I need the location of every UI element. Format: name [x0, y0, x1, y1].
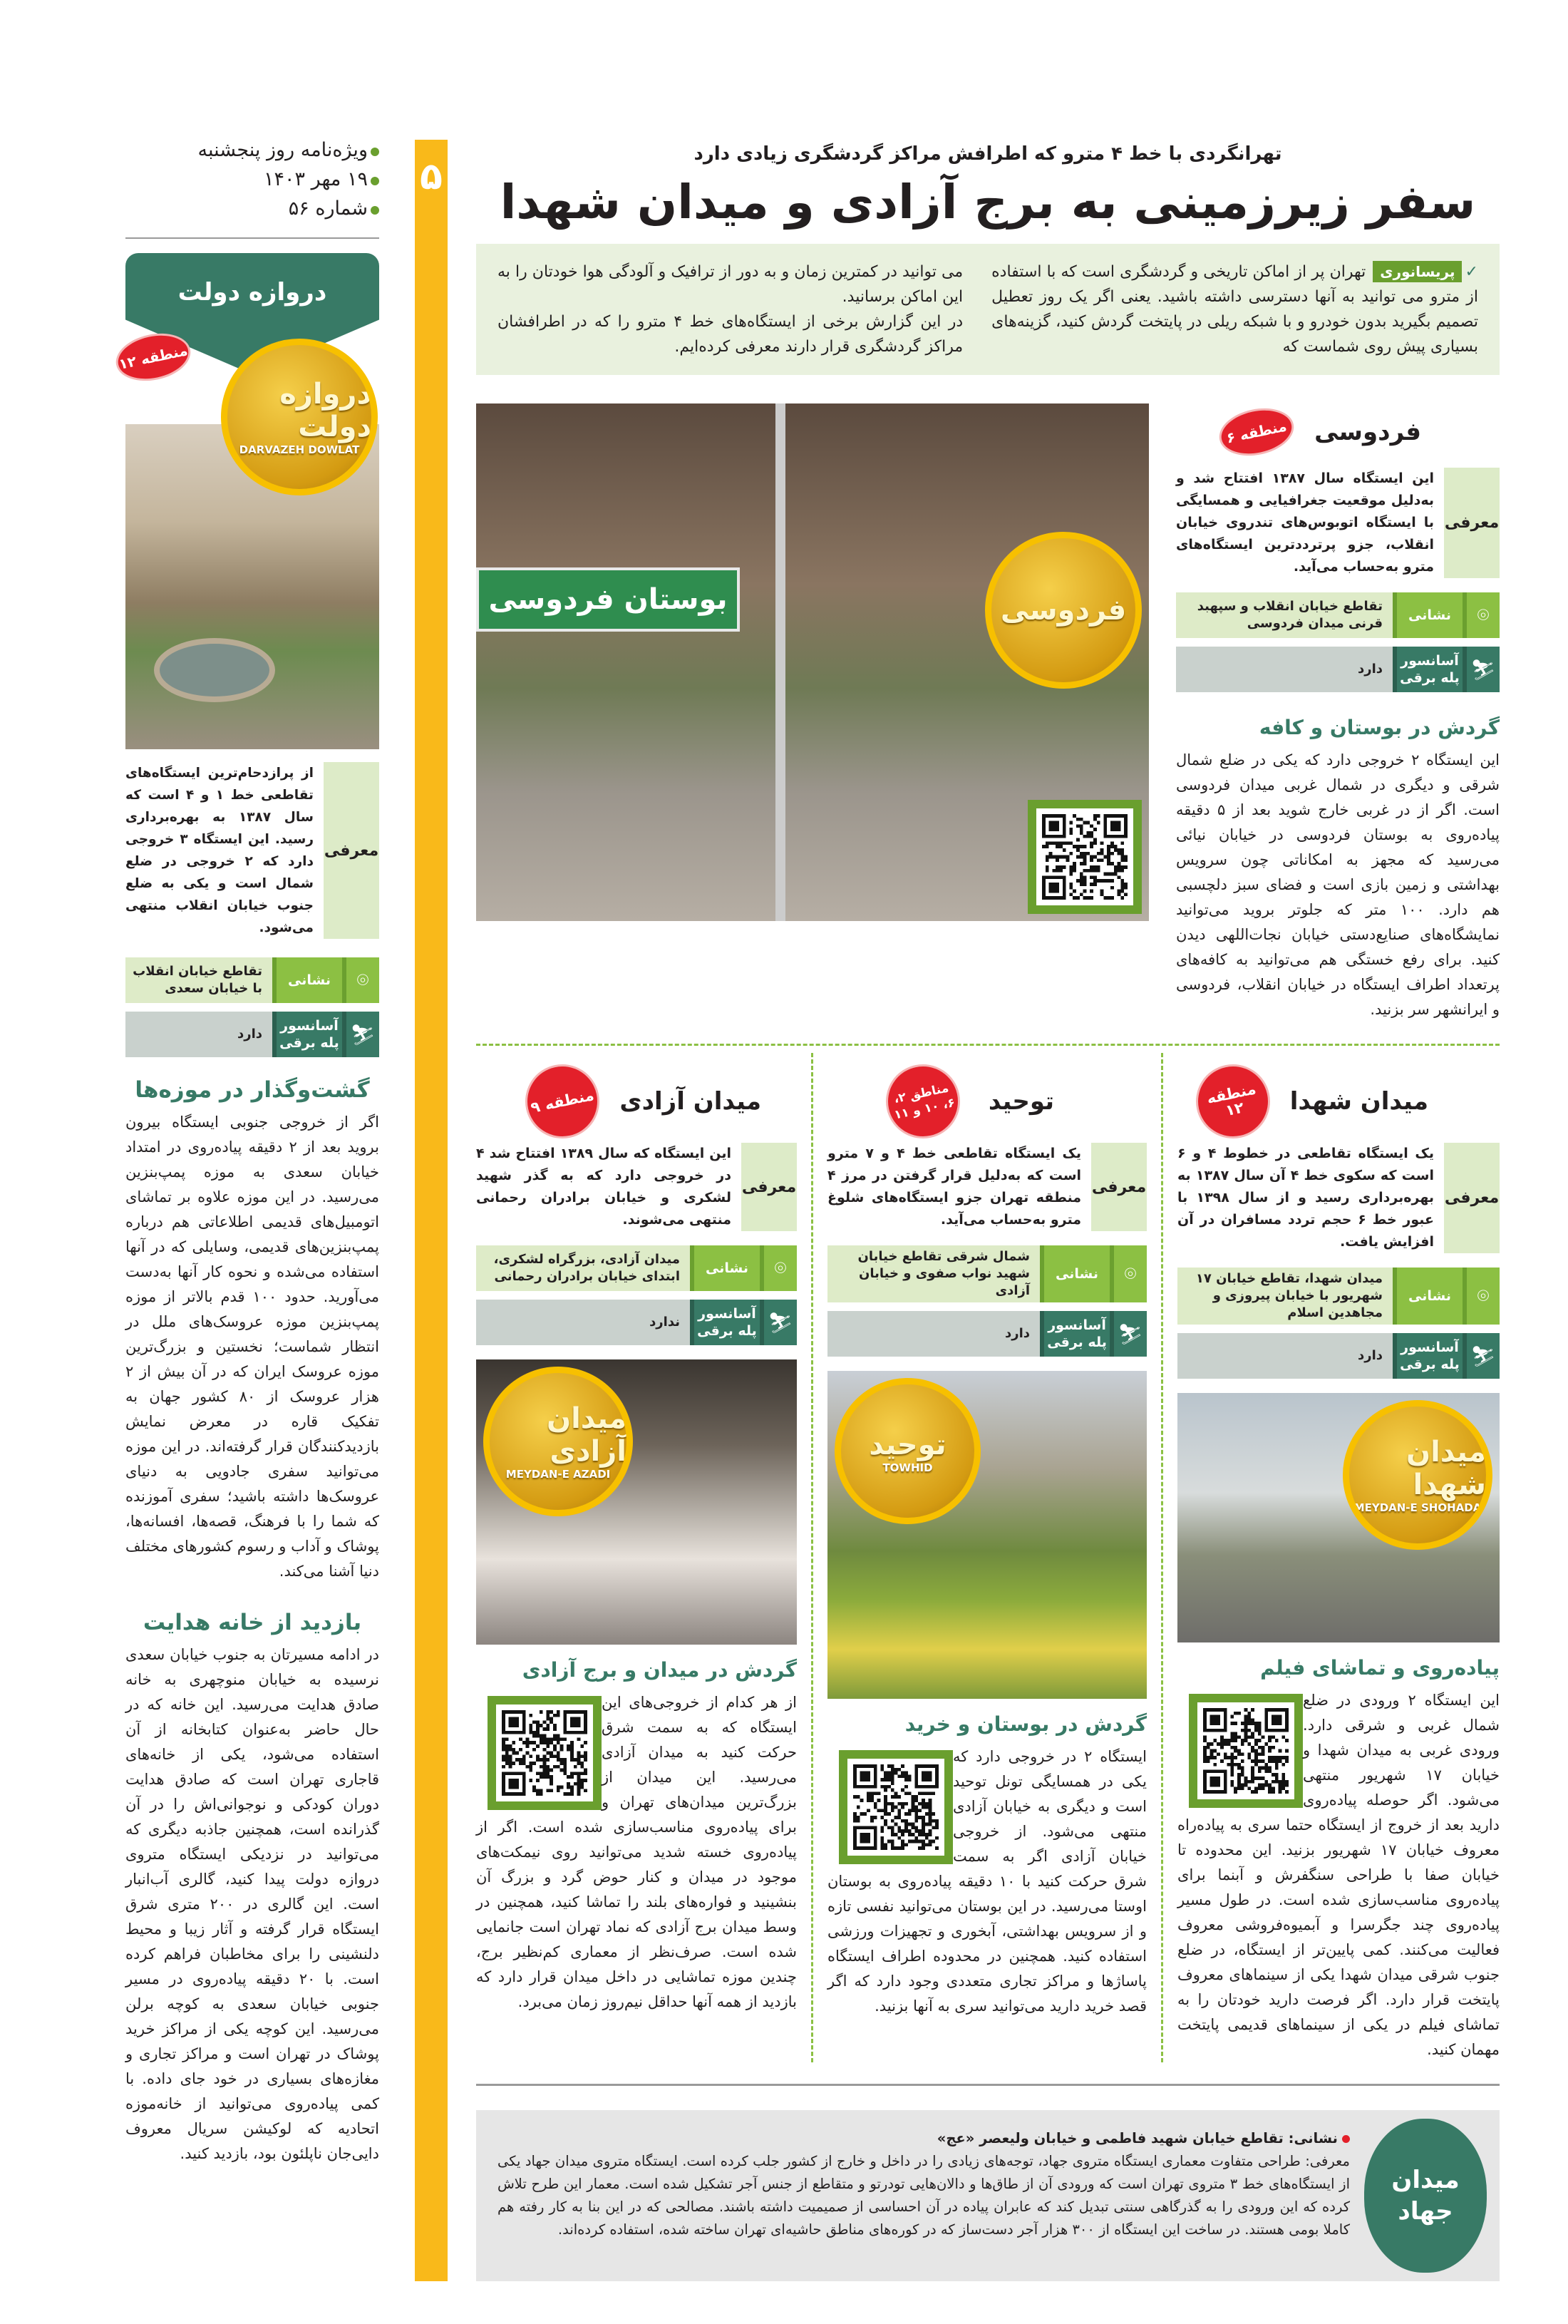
- ferdowsi-section: [476, 403, 1500, 1022]
- column-divider: [1161, 1053, 1163, 2062]
- intro-label: معرفی: [1444, 468, 1500, 578]
- section-heading: گردش در بوستان و کافه: [1259, 716, 1500, 739]
- station-name: توحید: [988, 1087, 1055, 1116]
- intro-col-1: [991, 259, 1478, 359]
- section-heading: بازدید از خانه هدایت: [143, 1610, 362, 1635]
- jahad-text: [497, 2127, 1350, 2241]
- station-name: فردوسی: [1314, 418, 1421, 446]
- qr-code[interactable]: [1189, 1694, 1303, 1808]
- jahad-box: [476, 2110, 1500, 2281]
- address-label: نشانی: [1393, 592, 1467, 638]
- region-stamp: منطقه ۶: [1215, 402, 1299, 463]
- section-text: اگر از خروجی جنوبی ایستگاه بیرون بروید بعد از ۲ دقیقه پیاده‌روی در امتداد خیابان سعدی به موزه پمپ‌بنزین می‌رسید. در این موزه علاوه بر تماشای اتومبیل‌های قدیمی اطلاعاتی هم درباره پمپ‌بنزین‌های قدیمی، وسایلی که در آنها استفاده می‌شده و نحوه کار آنها به‌دست می‌آورید. حدود ۱۰۰ قدم بالاتر از موزه پمپ‌بنزین موزه عروسک‌های ملل در انتظار شماست؛ نخستین و بزرگ‌ترین موزه عروسک ایران که در آن بیش از ۲ هزار عروسک از ۸۰ کشور جهان به تفکیک قاره در معرض نمایش بازدیدکنندگان قرار گرفته‌اند. در این موزه می‌توانید سفری جادویی به دنیای عروسک‌ها داشته باشید؛ سفری آموزنده که شما را با فرهنگ، قصه‌ها، افسانه‌ها، پوشاک و آداب و رسوم کشورهای مختلف دنیا آشنا می‌کند.: [125, 1114, 379, 1580]
- section-heading: گشت‌وگذار در موزه‌ها: [135, 1077, 370, 1103]
- intro-text: یک ایستگاه تقاطعی در خطوط ۴ و ۶ است که سکوی خط ۴ آن سال ۱۳۸۷ به بهره‌برداری رسید و از سال ۱۳۹۸ با عبور خط ۶ حجم تردد مسافران در آن افزایش یافت.: [1177, 1146, 1435, 1250]
- sign-text-fa: دروازه دولت: [279, 378, 371, 443]
- masthead: [125, 135, 379, 223]
- section-text: این ایستگاه ۲ خروجی دارد که یکی در ضلع شمال شرقی و دیگری در شمال غربی میدان فردوسی است. اگر از در غربی خارج شوید بعد از ۵ دقیقه پیاده‌روی به بوستان فردوسی در خیابان نیائی می‌رسید که مجهز به امکاناتی چون سرویس بهداشتی و زمین بازی است و فضای سبز دلچسبی هم دارد. ۱۰۰ متر که جلوتر بروید می‌توانید نمایشگاه‌های صنایع‌دستی خیابان نجات‌اللهی دیدن کنید. برای رفع خستگی هم می‌توانید به کافه‌های پرتعداد اطراف ایستگاه در خیابان انقلاب، فردوسی و ایرانشهر سر بزنید.: [1176, 751, 1500, 1018]
- headline: سفر زیرزمینی به برج آزادی و میدان شهدا: [500, 175, 1476, 230]
- elevator-value: دارد: [125, 1012, 272, 1057]
- divider: [476, 2084, 1500, 2086]
- jahad-badge: میدان جهاد: [1364, 2119, 1487, 2273]
- location-pin-icon: ⌾: [764, 1245, 797, 1291]
- escalator-icon: ⛷: [764, 1300, 797, 1345]
- address-value: شمال شرقی تقاطع خیابان شهید نواب صفوی و خیابان آزادی: [827, 1245, 1040, 1302]
- ferdowsi-info: [1176, 403, 1500, 1022]
- elevator-value: دارد: [1177, 1333, 1393, 1379]
- address-label: نشانی: [1040, 1245, 1114, 1302]
- issue-number: شماره ۵۶: [125, 194, 379, 223]
- address-label: نشانی: [272, 957, 346, 1003]
- elevator-label: آسانسور پله برقی: [690, 1300, 764, 1345]
- station-name: میدان شهدا: [1289, 1087, 1428, 1116]
- elevator-value: ندارد: [476, 1300, 690, 1345]
- intro-label: معرفی: [741, 1143, 797, 1231]
- sign-text-fa: توحید: [869, 1428, 947, 1461]
- shohada-info: [1177, 1053, 1500, 2062]
- intro-text: این ایستگاه سال ۱۳۸۷ افتتاح شد و به‌دلیل موقعیت جغرافیایی و همسایگی با ایستگاه اتوبوس‌های تندروی خیابان انقلاب، جزو پرترددترین ایستگاه‌های مترو به‌حساب می‌آید.: [1176, 471, 1434, 575]
- address-value: تقاطع خیابان انقلاب و سپهبد قرنی میدان فردوسی: [1176, 592, 1393, 638]
- author-tag: پریسانوری: [1373, 261, 1462, 282]
- towhid-info: [827, 1053, 1147, 2062]
- sign-text-en: MEYDAN-E AZADI: [505, 1468, 611, 1481]
- sign-text-fa: میدان آزادی: [546, 1402, 626, 1468]
- divider: [125, 237, 379, 239]
- elevator-value: دارد: [1176, 647, 1393, 692]
- stations-row: [476, 1053, 1500, 2062]
- section-text: ایستگاه ۲ در خروجی دارد که یکی در همسایگی تونل توحید است و دیگری به خیابان آزادی منتهی می‌شود. از خروجی خیابان آزادی اگر به سمت شرق حرکت کنید با ۱۰ دقیقه پیاده‌روی به بوستان اوستا می‌رسید. در این بوستان می‌توانید نفسی تازه و از سرویس بهداشتی، آبخوری و تجهیزات ورزشی استفاده کنید. همچنین در محدوده اطراف ایستگاه پاساژها و مراکز تجاری متعددی وجود دارد که اگر قصد خرید دارید می‌توانید سری به آنها بزنید.: [827, 1748, 1147, 2015]
- station-sign-badge: [1343, 1400, 1492, 1550]
- section-text: این ایستگاه ۲ ورودی در ضلع شمال غربی و شرقی دارد. ورودی غربی به میدان شهدا و خیابان ۱۷ شهریور منتهی می‌شود. اگر حوصله پیاده‌روی دارید بعد از خروج از ایستگاه حتما سری به پیاده‌راه معروف خیابان ۱۷ شهریور بزنید. این محدوده تا خیابان صفا با طراحی سنگفرش و آبنما برای پیاده‌روی مناسب‌سازی شده است. در طول مسیر پیاده‌روی چند جگرسرا و آبمیوه‌فروشی معروف فعالیت می‌کنند. کمی پایین‌تر از ایستگاه، در ضلع جنوب شرقی میدان شهدا یکی از سینماهای معروف پایتخت قرار دارد. اگر فرصت دارید خودتان را به تماشای فیلم در یکی از سینماهای قدیمی پایتخت مهمان کنید.: [1177, 1692, 1500, 2058]
- escalator-icon: ⛷: [1114, 1311, 1147, 1357]
- darvazeh-column: [117, 253, 380, 2166]
- location-pin-icon: ⌾: [1467, 592, 1500, 638]
- location-pin-icon: ⌾: [346, 957, 379, 1003]
- escalator-icon: ⛷: [346, 1012, 379, 1057]
- elevator-label: آسانسور پله برقی: [1393, 647, 1467, 692]
- section-text: در ادامه مسیرتان به جنوب خیابان سعدی نرسیده به خیابان منوچهری به خانه صادق هدایت می‌رسید. این خانه که در حال حاضر به‌عنوان کتابخانه از آن استفاده می‌شود، یکی از خانه‌های قاجاری تهران است که صادق هدایت دوران کودکی و نوجوانی‌اش را در آن گذرانده است، همچنین جاذبه دیگری که می‌توانید در نزدیکی ایستگاه متروی دروازه دولت پیدا کنید، گالری آب‌انبار است. این گالری در ۲۰۰ متری شرق ایستگاه قرار گرفته و آثار زیبا و محیط دلنشینی را برای مخاطبان فراهم کرده است. با ۲۰ دقیقه پیاده‌روی در مسیر جنوبی خیابان سعدی به کوچه برلن می‌رسید. این کوچه یکی از مراکز خرید پوشاک در تهران است و مراکز تجاری و مغازه‌های بسیاری در خود جای داده. با کمی پیاده‌روی می‌توانید از خانه‌موزه اتحادیه که لوکیشن سریال معروف دایی‌جان ناپلئون بود، بازدید کنید.: [125, 1646, 380, 2162]
- station-name: دروازه دولت: [177, 278, 327, 307]
- headline-wrap: [476, 168, 1500, 237]
- location-pin-icon: ⌾: [1467, 1268, 1500, 1325]
- sign-text-en: DARVAZEH DOWLAT: [239, 443, 360, 456]
- darvazeh-info: [125, 762, 379, 2166]
- park-sign: بوستان فردوسی: [476, 567, 740, 632]
- section-text: از هر کدام از خروجی‌های این ایستگاه که به سمت شرق حرکت کنید به میدان آزادی می‌رسید. این میدان از بزرگ‌ترین میدان‌های تهران و برای پیاده‌روی مناسب‌سازی شده است. اگر از پیاده‌روی خسته شدید می‌توانید روی نیمکت‌های موجود در میدان و کنار حوض گرد و بزرگ آن بنشینید و فواره‌های بلند را تماشا کنید، همچنین در وسط میدان برج آزادی که نماد تهران است جانمایی شده است. صرف‌نظر از معماری کم‌نظیر برج، چندین موزه تماشایی در داخل میدان قرار دارد که بازدید از همه آنها حداقل نیم‌روز زمان می‌برد.: [476, 1694, 797, 2010]
- region-stamp: منطقه ۱۲: [112, 327, 195, 388]
- intro-text: این ایستگاه که سال ۱۳۸۹ افتتاح شد ۴ در خروجی دارد که به گذر شهید لشکری و خیابان برادران رحمانی منتهی می‌شوند.: [476, 1146, 732, 1228]
- intro-text: در این گزارش برخی از ایستگاه‌های خط ۴ مترو را که در اطرافشان مراکز گردشگری قرار دارند معرفی کرده‌ایم.: [497, 313, 964, 356]
- qr-code[interactable]: [839, 1750, 953, 1864]
- region-stamp: منطقه ۱۲: [1189, 1057, 1276, 1145]
- escalator-icon: ⛷: [1467, 647, 1500, 692]
- sign-text-en: TOWHID: [882, 1461, 933, 1474]
- intro-col-2: [497, 259, 963, 359]
- elevator-label: آسانسور پله برقی: [1393, 1333, 1467, 1379]
- qr-code[interactable]: [488, 1696, 602, 1810]
- sign-text-fa: میدان شهدا: [1405, 1436, 1486, 1501]
- headline-kicker: تهرانگردی با خط ۴ مترو که اطرافش مراکز گردشگری زیادی دارد: [693, 143, 1282, 165]
- section-heading: گردش در میدان و برج آزادی: [522, 1658, 797, 1682]
- intro-text: تهران پر از اماکن تاریخی و گردشگری است که با استفاده از مترو می توانید به آنها دسترسی داشته باشید. یعنی اگر یک روز تعطیل تصمیم بگیرید بدون خودرو و با شبکه ریلی در پایتخت گردش کنید، گزینه‌های بسیاری پیش روی شماست که: [991, 263, 1478, 356]
- location-pin-icon: ⌾: [1114, 1245, 1147, 1302]
- fountain-shape: [154, 638, 275, 702]
- intro-label: معرفی: [1091, 1143, 1147, 1231]
- ferdowsi-photo-wrap: [476, 403, 1149, 921]
- section-heading: پیاده‌روی و تماشای فیلم: [1260, 1656, 1500, 1680]
- station-sign-badge: [483, 1367, 633, 1516]
- main-content: [476, 140, 1500, 2281]
- section-heading: گردش در بوستان و خرید: [904, 1712, 1147, 1736]
- qr-code[interactable]: [1028, 800, 1142, 914]
- section-divider: [476, 1044, 1500, 1046]
- elevator-label: آسانسور پله برقی: [1040, 1311, 1114, 1357]
- column-divider: [811, 1053, 813, 2062]
- address-value: میدان شهدا، تقاطع خیابان ۱۷ شهریور با خیابان پیروزی و مجاهدین اسلام: [1177, 1268, 1393, 1325]
- elevator-label: آسانسور پله برقی: [272, 1012, 346, 1057]
- intro-label: معرفی: [1444, 1143, 1500, 1253]
- intro-text: از پرازدحام‌ترین ایستگاه‌های تقاطعی خط ۱ و ۴ است که سال ۱۳۸۷ به بهره‌برداری رسید. این ایستگاه ۳ خروجی دارد که ۲ خروجی در ضلع شمال است و یکی به ضلع جنوب خیابان انقلاب منتهی می‌شود.: [125, 766, 314, 935]
- sign-text-en: MEYDAN-E SHOHADA: [1353, 1501, 1482, 1514]
- station-sign-badge: [221, 339, 378, 495]
- address-value: تقاطع خیابان انقلاب با خیابان سعدی: [125, 957, 272, 1003]
- intro-text: می توانید در کمترین زمان و به دور از ترافیک و آلودگی هوا خودتان را به این اماکن برسانید.: [497, 263, 964, 306]
- station-sign-badge: [985, 532, 1142, 689]
- page-number-bar: [415, 140, 448, 2281]
- check-icon: ✓: [1465, 263, 1479, 281]
- bullet-icon: [1342, 2135, 1350, 2143]
- issue-date: ۱۹ مهر ۱۴۰۳: [125, 165, 379, 194]
- azadi-info: [476, 1053, 797, 2062]
- sign-text-fa: فردوسی: [1000, 594, 1127, 627]
- jahad-intro: معرفی: طراحی متفاوت معماری ایستگاه متروی جهاد، توجه‌های زیادی را در داخل و خارج از کشور جلب کرده است. ایستگاه متروی میدان جهاد یکی از ایستگاه‌های خط ۳ متروی تهران است که ورودی آن از طاق‌ها و دالان‌هایی تودرتو و متقاطع از جنس آجر تشکیل شده است. معمار این طرح تلاش کرده که این ورودی را به گذرگاهی سنتی تبدیل کند که عابران پیاده در آن احساسی از صمیمیت داشته باشند. مصالحی که در این بنا به کار رفته هم کاملا بومی هستند. در ساخت این ایستگاه از ۳۰۰ هزار آجر دست‌ساز که در کوره‌های مناطق حاشیه‌ای تهران ساخته شده، استفاده کرده‌اند.: [497, 2153, 1350, 2238]
- region-stamp: مناطق ۲، ۶، ۱۰ و ۱۱: [879, 1057, 966, 1145]
- station-sign-badge: [835, 1378, 981, 1524]
- intro-label: معرفی: [324, 762, 379, 939]
- intro-text: یک ایستگاه تقاطعی خط ۴ و ۷ مترو است که به‌دلیل قرار گرفتن در مرز ۴ منطقه تهران جزو ایستگاه‌های شلوغ مترو به‌حساب می‌آید.: [827, 1146, 1082, 1228]
- address-label: نشانی: [690, 1245, 764, 1291]
- escalator-icon: ⛷: [1467, 1333, 1500, 1379]
- region-stamp: منطقه ۹: [519, 1057, 607, 1145]
- intro-box: [476, 244, 1500, 375]
- page-number: ۵: [420, 155, 443, 198]
- address-value: میدان آزادی، بزرگراه لشکری، ابتدای خیابان برادران رحمانی: [476, 1245, 690, 1291]
- elevator-value: دارد: [827, 1311, 1040, 1357]
- edition-label: ویژه‌نامه روز پنجشنبه: [125, 135, 379, 165]
- jahad-address: نشانی: تقاطع خیابان شهید فاطمی و خیابان ولیعصر «عج»: [937, 2130, 1338, 2146]
- lamp-post: [775, 403, 785, 921]
- address-label: نشانی: [1393, 1268, 1467, 1325]
- station-name: میدان آزادی: [619, 1087, 761, 1116]
